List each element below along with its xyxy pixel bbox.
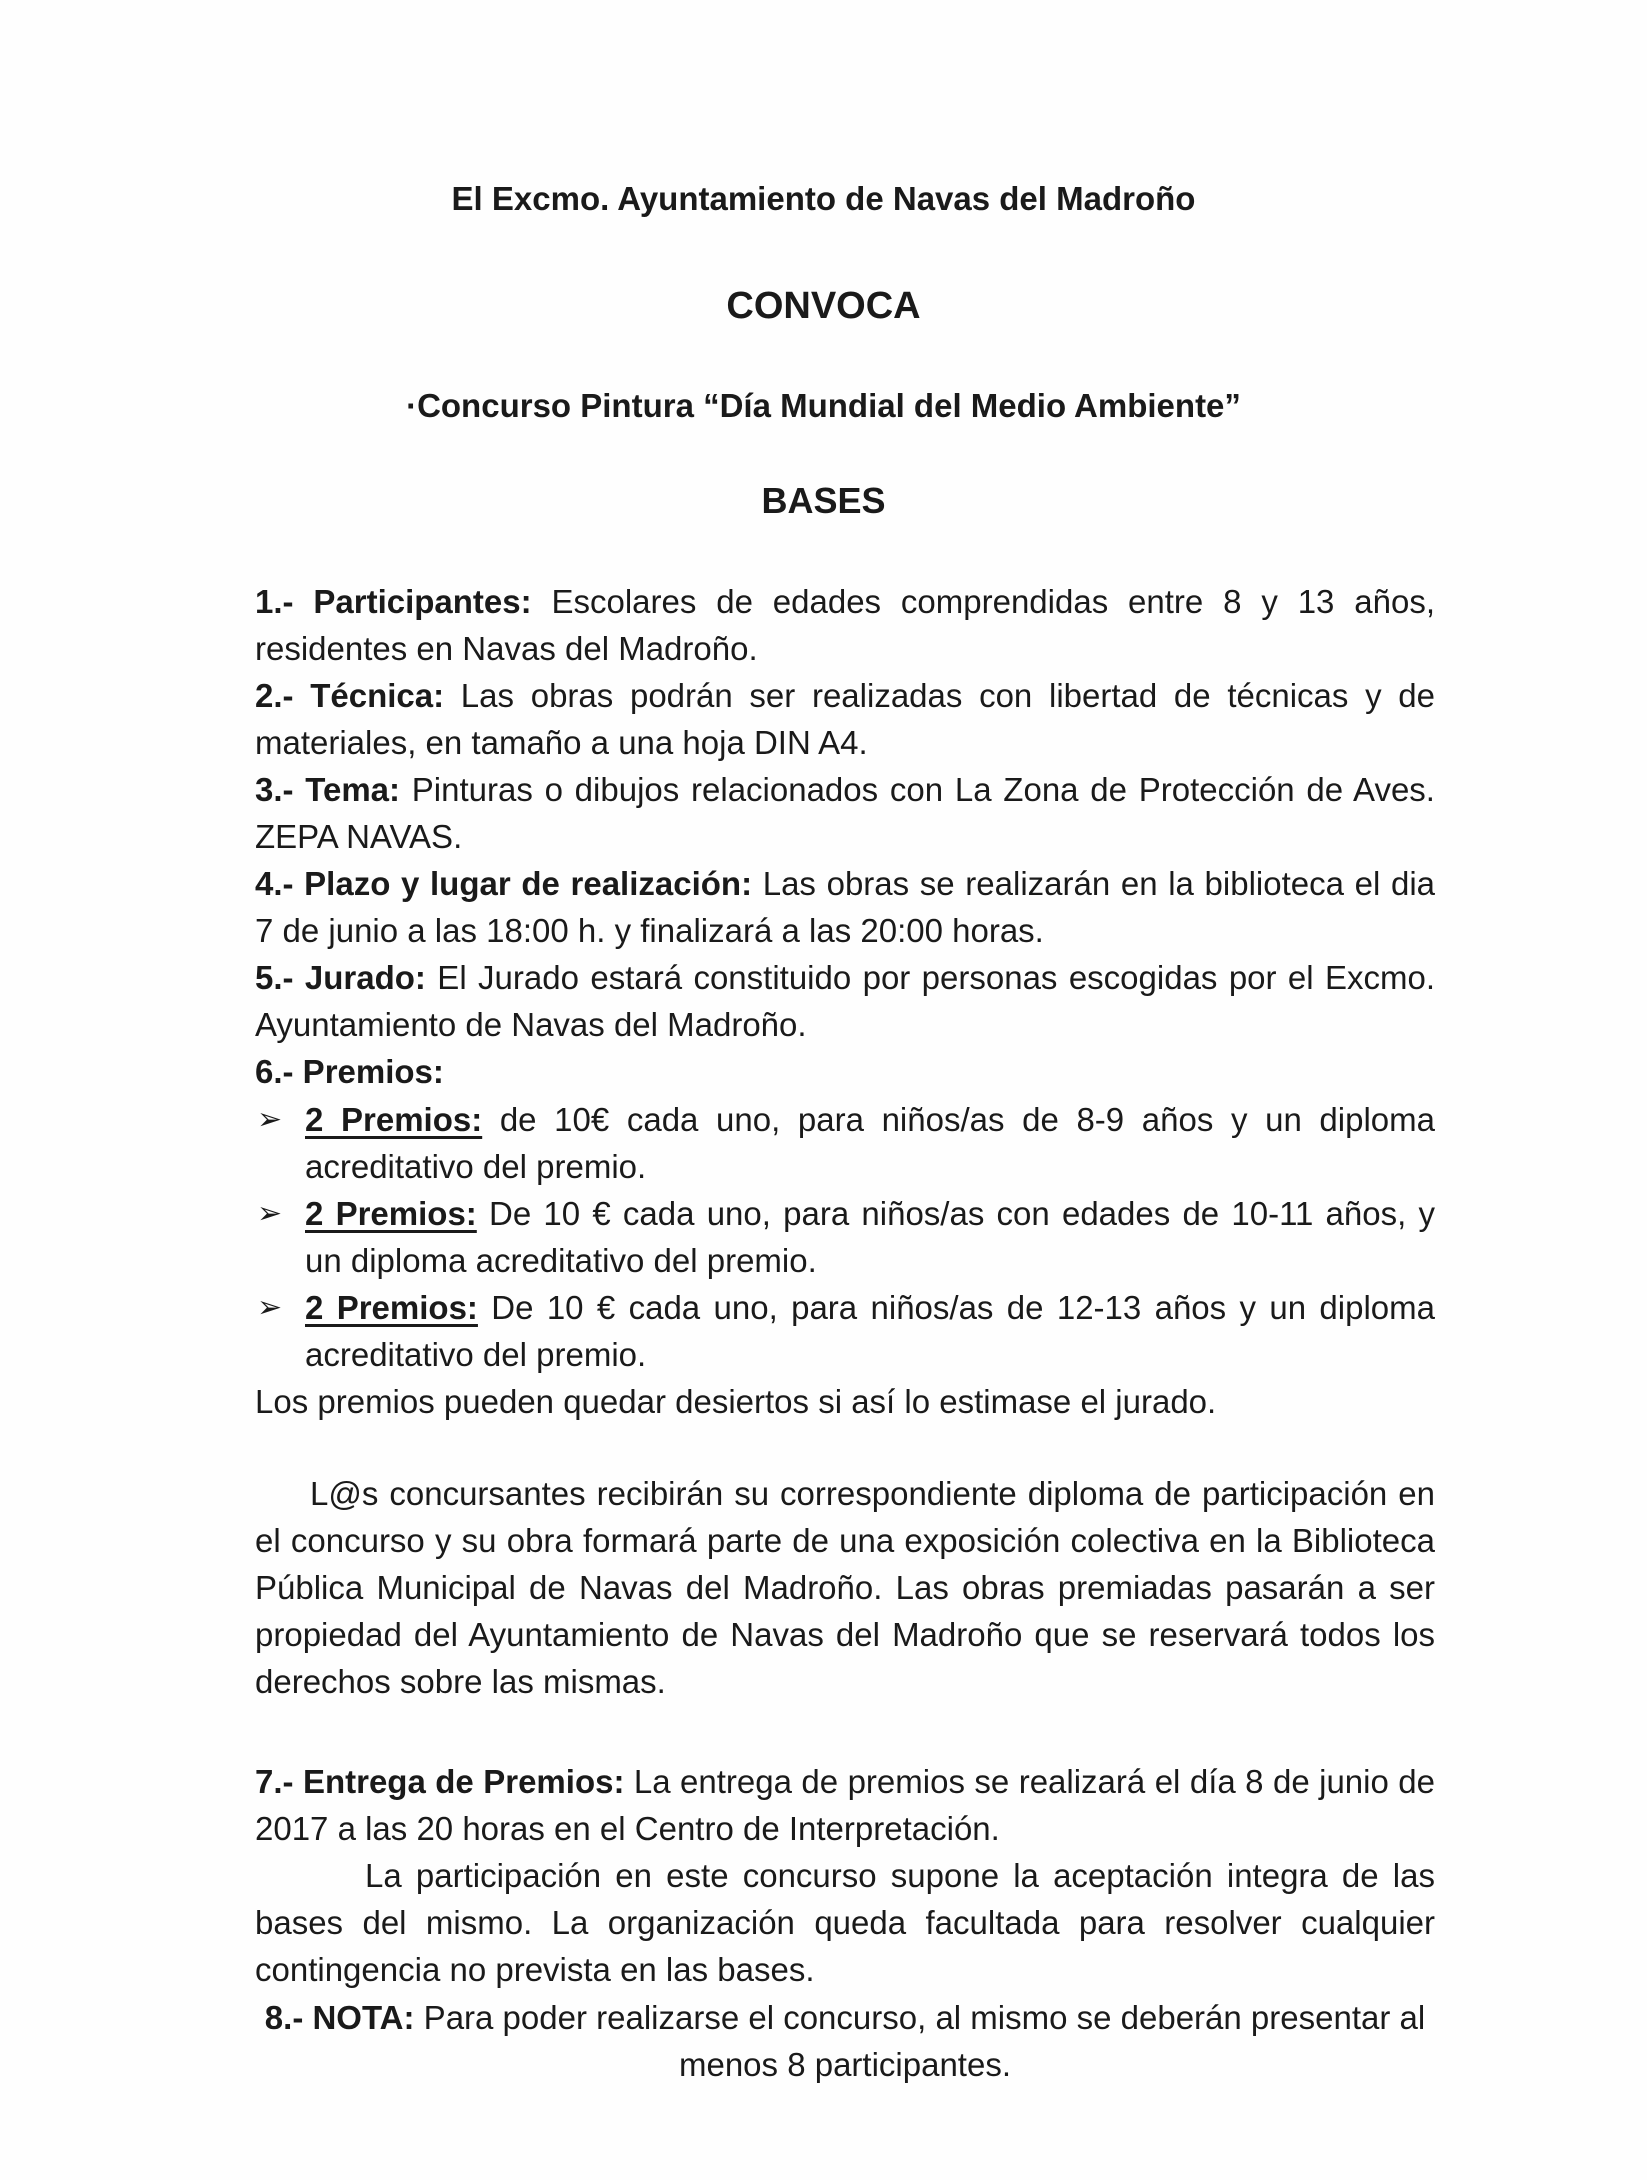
prize-item — [255, 1096, 1435, 1190]
rule-label: 4.- Plazo y lugar de realización: — [255, 865, 753, 902]
prize-label: 2 Premios: — [305, 1101, 483, 1138]
prize-item — [255, 1284, 1435, 1378]
rule-plazo — [255, 860, 1435, 954]
rule-tecnica — [255, 672, 1435, 766]
nota-label: 8.- NOTA: — [264, 1999, 415, 2036]
rule-label: 7.- Entrega de Premios: — [255, 1763, 625, 1800]
arrow-bullet-icon: ➢ — [257, 1197, 283, 1230]
rule-entrega — [255, 1758, 1435, 1852]
rule-premios — [255, 1048, 1435, 1095]
rule-label: 5.- Jurado: — [255, 959, 426, 996]
rule-label: 3.- Tema: — [255, 771, 401, 808]
rule-participantes — [255, 578, 1435, 672]
prize-text: De 10 € cada uno, para niños/as de 12-13 años y un diploma acreditativo del premio. — [305, 1289, 1435, 1373]
prize-list — [255, 1096, 1435, 1425]
prize-item — [255, 1190, 1435, 1284]
desiertos-note: Los premios pueden quedar desiertos si así lo estimase el jurado. — [255, 1383, 1217, 1420]
rule-text: Las obras se realizarán en la biblioteca el dia 7 de junio a las 18:00 h. y finalizará a las 20:00 horas. — [255, 865, 1435, 949]
participation-paragraph: L@s concursantes recibirán su correspondiente diploma de participación en el concurso y su obra formará parte de una exposición colectiva en la Biblioteca Pública Municipal de Navas del Madroño. Las obras premiadas pasarán a ser propiedad del Ayuntamiento de Navas del Madroño que se reservará todos los derechos sobre las mismas. — [255, 1475, 1435, 1700]
arrow-bullet-icon: ➢ — [257, 1291, 283, 1324]
prize-label: 2 Premios: — [305, 1289, 478, 1326]
convoca-heading: CONVOCA — [726, 285, 921, 327]
prize-text: de 10€ cada uno, para niños/as de 8-9 años y un diploma acreditativo del premio. — [305, 1101, 1435, 1185]
rule-label: 6.- Premios: — [255, 1053, 444, 1090]
rule-text: La entrega de premios se realizará el día 8 de junio de 2017 a las 20 horas en el Centro de Interpretación. — [255, 1763, 1435, 1847]
rule-jurado — [255, 954, 1435, 1048]
rule-text: Las obras podrán ser realizadas con libertad de técnicas y de materiales, en tamaño a una hoja DIN A4. — [255, 677, 1435, 761]
rule-text: El Jurado estará constituido por personas escogidas por el Excmo. Ayuntamiento de Navas del Madroño. — [255, 959, 1435, 1043]
rule-text: Pinturas o dibujos relacionados con La Zona de Protección de Aves. ZEPA NAVAS. — [255, 771, 1435, 855]
rule-label: 1.- Participantes: — [255, 583, 532, 620]
aceptacion-paragraph: La participación en este concurso supone la aceptación integra de las bases del mismo. La organización queda facultada para resolver cualquier contingencia no prevista en las bases. — [255, 1857, 1435, 1988]
prize-label: 2 Premios: — [305, 1195, 477, 1232]
prize-text: De 10 € cada uno, para niños/as con edades de 10-11 años, y un diploma acreditativo del premio. — [305, 1195, 1435, 1279]
rule-text: Escolares de edades comprendidas entre 8 y 13 años, residentes en Navas del Madroño. — [255, 583, 1435, 667]
rule-tema — [255, 766, 1435, 860]
rule-label: 2.- Técnica: — [255, 677, 445, 714]
organization-heading: El Excmo. Ayuntamiento de Navas del Madroño — [451, 180, 1196, 217]
nota-text: Para poder realizarse el concurso, al mismo se deberán presentar al menos 8 participantes. — [414, 1999, 1426, 2083]
bases-heading: BASES — [761, 480, 886, 521]
contest-title: ·Concurso Pintura “Día Mundial del Medio Ambiente” — [406, 387, 1241, 424]
rules-list — [255, 578, 1435, 1095]
arrow-bullet-icon: ➢ — [257, 1103, 283, 1136]
nota-paragraph — [255, 1994, 1435, 2088]
